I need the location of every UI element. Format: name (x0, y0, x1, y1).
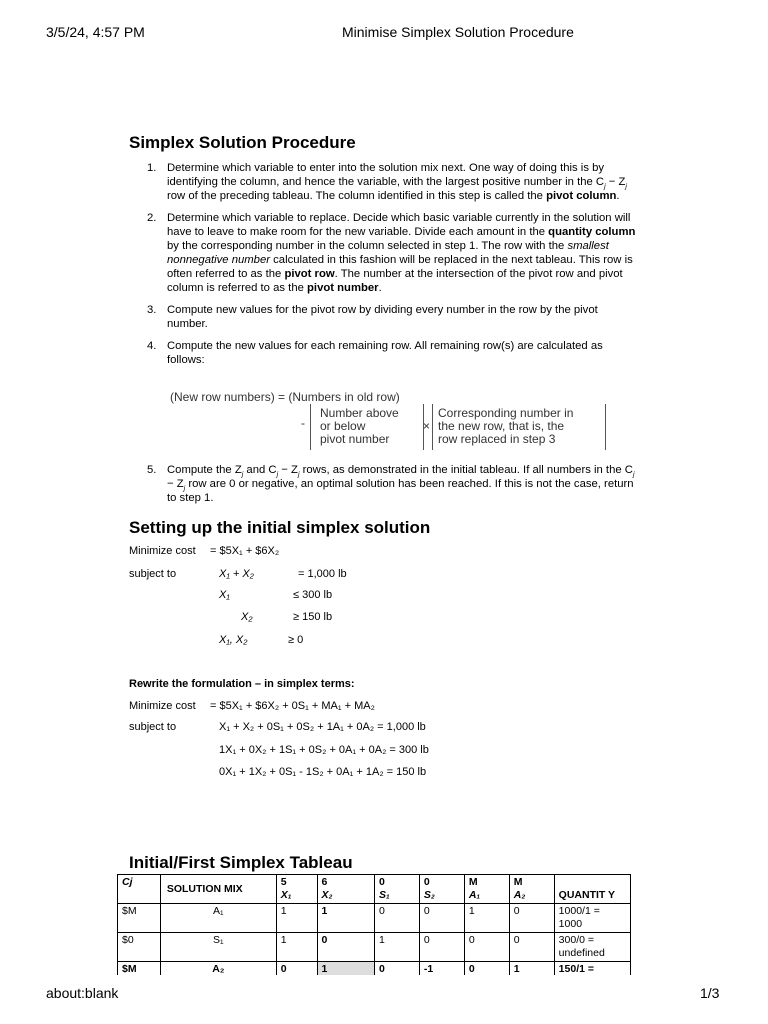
header-col: M A₂ (509, 875, 554, 904)
rewrite-title: Rewrite the formulation – in simplex terms: (129, 678, 355, 690)
section-title-initial: Setting up the initial simplex solution (129, 518, 431, 537)
constraint-rhs: ≥ 150 lb (293, 611, 333, 623)
table-header-row (118, 875, 631, 904)
step-item: 5. Compute the $Z_j$ and $C_j - Z_j$ rows, as demonstrated in the initial tableau. If all numbers in the $C_j - Z_j$ row are 0 or negative, an optimal solution has been reached. If this is not the case, return to step 1. (147, 464, 635, 504)
row-update-formula: (New row numbers) = (Numbers in old row) - Number above or below pivot number × Corresponding number in the new row, that is, the row replaced in step 3 (168, 388, 612, 452)
objective-expr: = $5X₁ + $6X₂ (210, 545, 280, 557)
constraint-rhs: ≥ 0 (288, 634, 304, 646)
table-row: $0 S₁ 1 0 1 0 0 0 300/0 = undefined (118, 933, 631, 962)
left-box-text: Number above or below pivot number (320, 406, 399, 446)
constraint-rhs: ≤ 300 lb (293, 589, 333, 601)
header-col: 6 X₂ (317, 875, 374, 904)
header-cj: Cj (118, 875, 161, 904)
print-url: about:blank (46, 985, 119, 1001)
step-item: 1. Determine which variable to enter into the solution mix next. One way of doing this is by identifying the column, and hence the variable, with the largest positive number in the $C_j - Z_j$ row of the preceding tableau. The column identified in this step is called the pivot column. (147, 162, 627, 202)
header-solution-mix: SOLUTION MIX (160, 875, 276, 904)
table-row: $M A₁ 1 1 0 0 1 0 1000/1 = 1000 (118, 904, 631, 933)
constraint-lhs: X₁ (219, 589, 230, 601)
constraint-lhs: X₁, X₂ (219, 634, 248, 646)
header-col: 5 X₁ (276, 875, 317, 904)
header-col: M A₁ (464, 875, 509, 904)
simplex-constraint: 1X₁ + 0X₂ + 1S₁ + 0S₂ + 0A₁ + 0A₂ = 300 lb (219, 744, 429, 756)
procedure-steps (147, 161, 637, 375)
minimize-label: Minimize cost (129, 545, 196, 557)
objective-expr-2: = $5X₁ + $6X₂ + 0S₁ + MA₁ + MA₂ (210, 700, 375, 712)
table-row: $M A₂ 0 1 0 -1 0 1 150/1 = (118, 962, 631, 978)
subject-to-label: subject to (129, 568, 177, 580)
print-datetime: 3/5/24, 4:57 PM (46, 24, 145, 40)
step-item: 3. Compute new values for the pivot row by dividing every number in the row by the pivot number. (147, 304, 598, 330)
simplex-constraint: 0X₁ + 1X₂ + 0S₁ - 1S₂ + 0A₁ + 1A₂ = 150 lb (219, 766, 427, 778)
constraint-rhs: = 1,000 lb (298, 568, 347, 580)
constraint-lhs: X₁ + X₂ (219, 568, 254, 580)
procedure-steps-cont (147, 463, 637, 513)
section-title-procedure: Simplex Solution Procedure (129, 133, 356, 152)
step-item: 2. Determine which variable to replace. Decide which basic variable currently in the solution will have to leave to make room for the new variable. Divide each amount in the quantity column by the corresponding number in the column selected in step 1. The row with the smallest nonnegative number calculated in this fashion will be replaced in the next tableau. This row is often referred to as the pivot row. The number at the intersection of the pivot row and pivot column is referred to as the pivot number. (147, 212, 636, 294)
header-quantity: QUANTIT Y (554, 875, 630, 904)
header-col: 0 S₁ (374, 875, 419, 904)
print-page-number: 1/3 (700, 985, 720, 1001)
simplex-tableau (117, 874, 631, 978)
section-title-tableau: Initial/First Simplex Tableau (129, 853, 353, 872)
minimize-label-2: Minimize cost (129, 700, 196, 712)
constraint-lhs: X₂ (241, 611, 253, 623)
simplex-constraint: X₁ + X₂ + 0S₁ + 0S₂ + 1A₁ + 0A₂ = 1,000 lb (219, 721, 426, 733)
subject-to-label-2: subject to (129, 721, 177, 733)
header-col: 0 S₂ (419, 875, 464, 904)
print-page-title: Minimise Simplex Solution Procedure (342, 24, 574, 40)
right-box-text: Corresponding number in the new row, that is, the row replaced in step 3 (438, 406, 574, 446)
step-item: 4. Compute the new values for each remaining row. All remaining row(s) are calculated as follows: (147, 340, 603, 366)
